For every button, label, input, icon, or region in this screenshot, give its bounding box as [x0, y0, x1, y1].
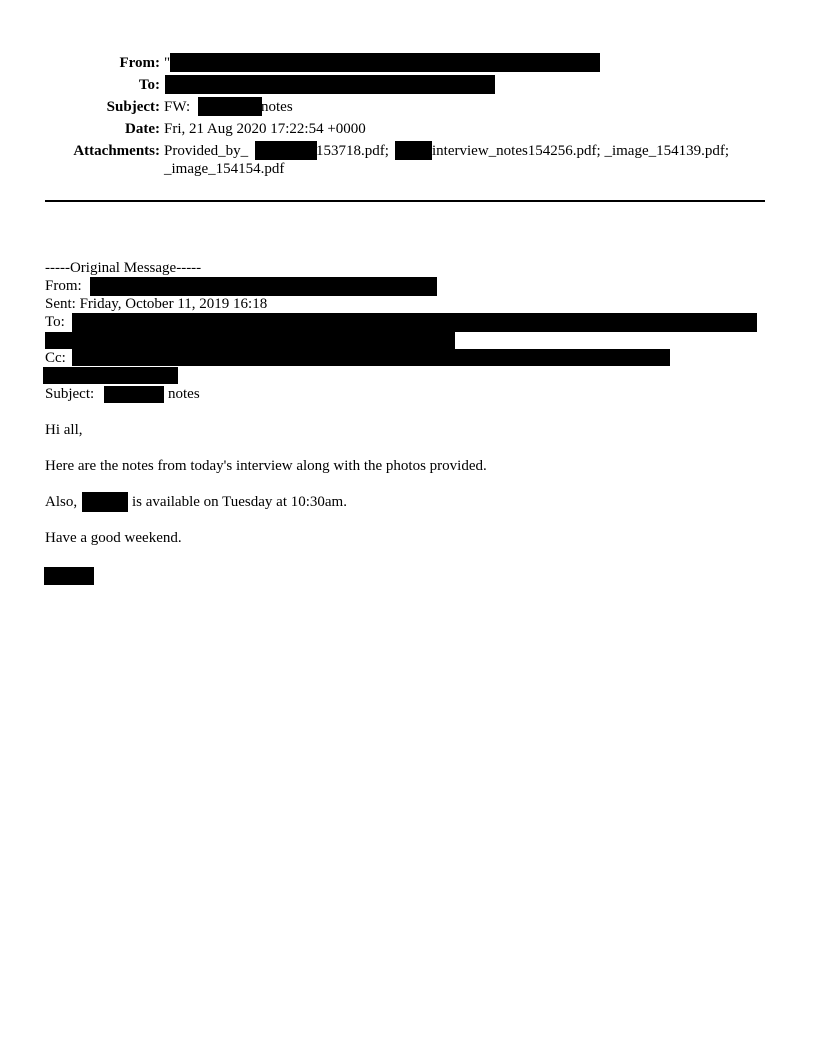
- orig-subject-suffix: notes: [168, 386, 200, 402]
- redaction-orig-to-1: [72, 313, 757, 332]
- redaction-subject: [198, 97, 262, 116]
- attachments-label: Attachments:: [73, 143, 160, 159]
- orig-sent-line: Sent: Friday, October 11, 2019 16:18: [45, 296, 268, 312]
- redaction-name: [82, 492, 128, 512]
- redaction-orig-from: [90, 277, 437, 296]
- subject-prefix: FW:: [164, 99, 191, 115]
- also-prefix: Also,: [45, 494, 78, 510]
- subject-suffix: notes: [261, 99, 293, 115]
- subject-label: Subject:: [106, 99, 160, 115]
- orig-cc-label: Cc:: [45, 350, 66, 366]
- greeting: Hi all,: [45, 422, 83, 438]
- orig-subject-label: Subject:: [45, 386, 95, 402]
- also-suffix: is available on Tuesday at 10:30am.: [132, 494, 347, 510]
- redaction-orig-subject: [104, 386, 164, 403]
- orig-from-label: From:: [45, 278, 82, 294]
- attachment-part3: interview_notes154256.pdf; _image_154139.pdf;: [432, 143, 730, 159]
- attachment-part2: 153718.pdf;: [316, 143, 389, 159]
- redaction-orig-to-2: [45, 332, 455, 349]
- redaction-attachment-2: [395, 141, 432, 160]
- attachment-line2: _image_154154.pdf: [164, 161, 285, 177]
- date-value: Fri, 21 Aug 2020 17:22:54 +0000: [164, 121, 366, 137]
- attachment-part1: Provided_by_: [164, 143, 249, 159]
- from-label: From:: [119, 55, 160, 71]
- body-line-1: Here are the notes from today's interview along with the photos provided.: [45, 458, 487, 474]
- to-label: To:: [138, 77, 160, 93]
- redaction-attachment-1: [255, 141, 317, 160]
- closing: Have a good weekend.: [45, 530, 182, 546]
- redaction-to: [165, 75, 495, 94]
- redaction-orig-cc-1: [72, 349, 670, 366]
- original-separator: -----Original Message-----: [45, 260, 202, 276]
- header-divider: [45, 200, 765, 202]
- redaction-from: [170, 53, 600, 72]
- orig-to-label: To:: [45, 314, 65, 330]
- redaction-orig-cc-2: [43, 367, 178, 384]
- date-label: Date:: [125, 121, 160, 137]
- from-prefix: ": [164, 55, 171, 71]
- redaction-signature: [44, 567, 94, 585]
